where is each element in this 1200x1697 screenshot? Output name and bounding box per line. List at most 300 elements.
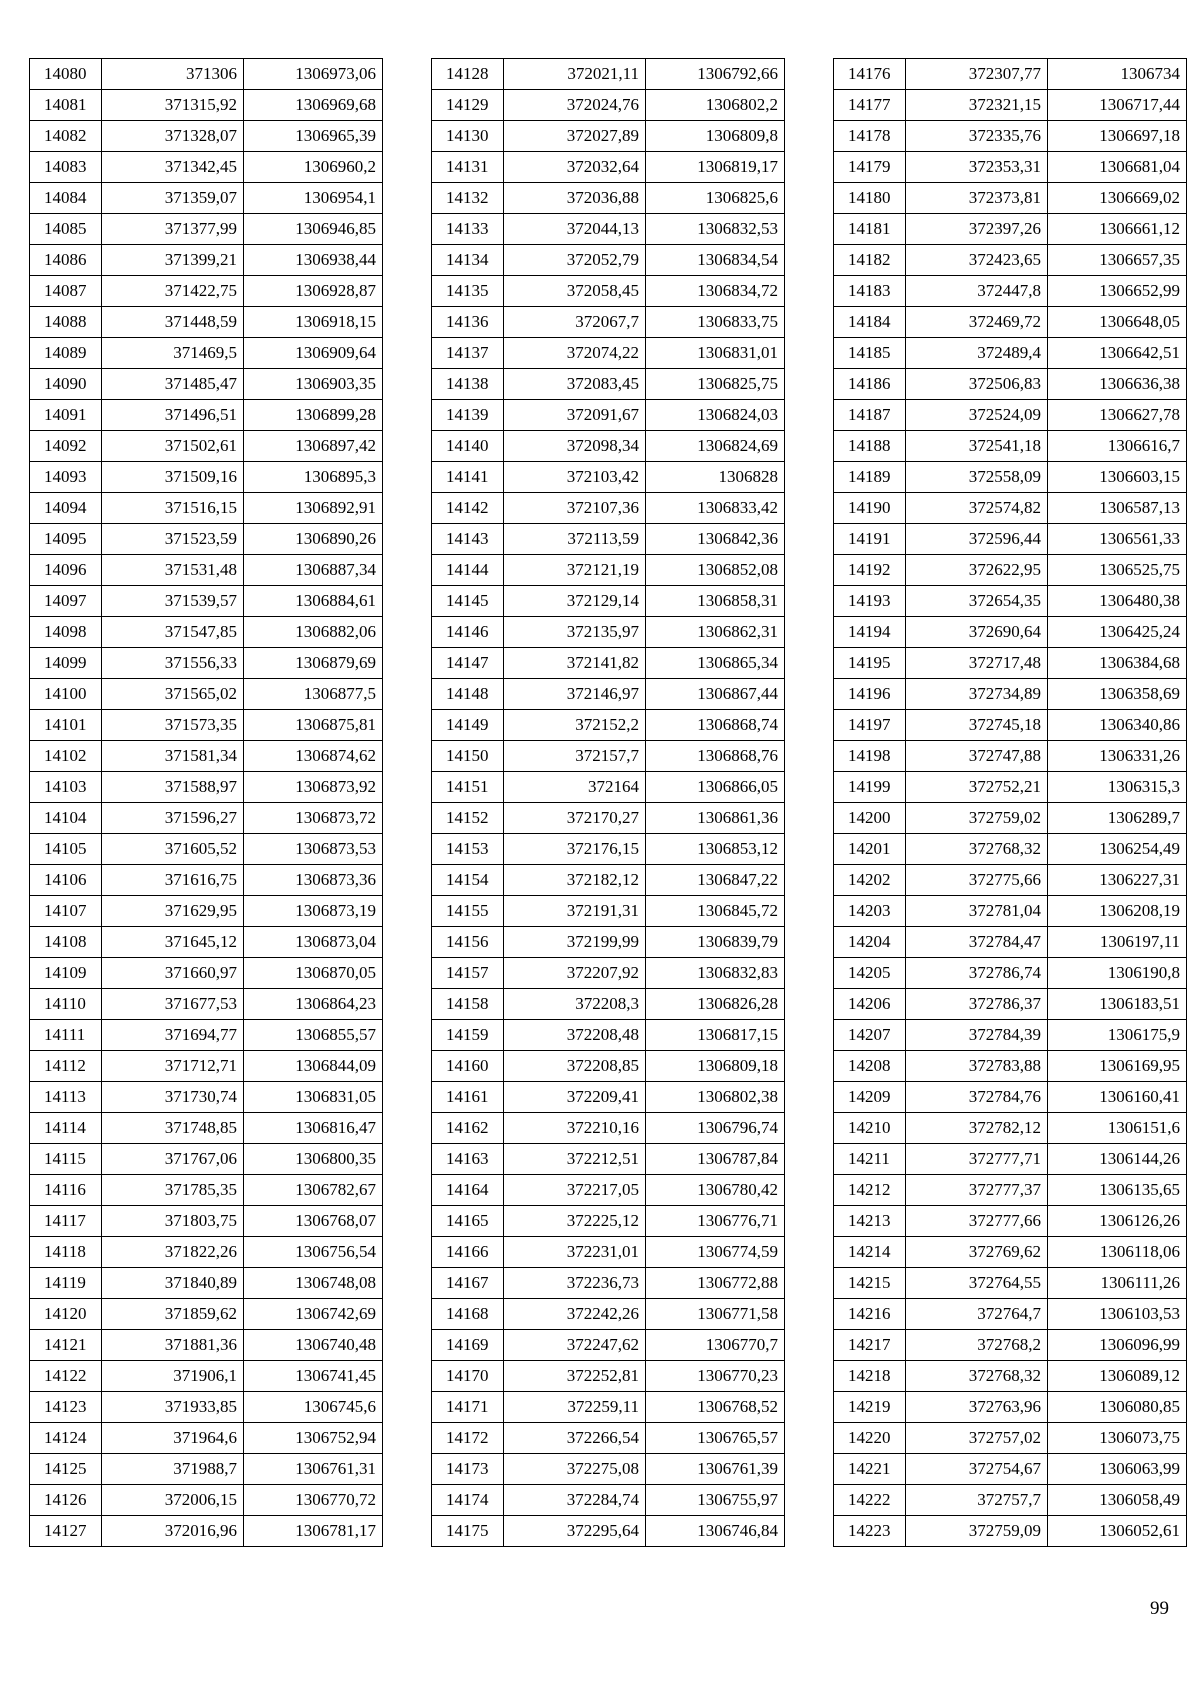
y-coordinate-cell: 1306965,39 <box>244 121 383 152</box>
point-number-cell: 14161 <box>432 1082 504 1113</box>
x-coordinate-cell: 372067,7 <box>504 307 646 338</box>
y-coordinate-cell: 1306770,72 <box>244 1485 383 1516</box>
table-row <box>834 1206 1187 1237</box>
point-number-cell: 14105 <box>30 834 102 865</box>
point-number-cell: 14207 <box>834 1020 906 1051</box>
table-row <box>432 710 785 741</box>
table-row <box>30 59 383 90</box>
point-number-cell: 14083 <box>30 152 102 183</box>
x-coordinate-cell: 371803,75 <box>102 1206 244 1237</box>
point-number-cell: 14118 <box>30 1237 102 1268</box>
y-coordinate-cell: 1306652,99 <box>1048 276 1187 307</box>
x-coordinate-cell: 372036,88 <box>504 183 646 214</box>
table-row <box>834 1268 1187 1299</box>
x-coordinate-cell: 372121,19 <box>504 555 646 586</box>
coordinate-table-1 <box>29 58 383 1547</box>
point-number-cell: 14184 <box>834 307 906 338</box>
x-coordinate-cell: 371359,07 <box>102 183 244 214</box>
table-row <box>30 1082 383 1113</box>
x-coordinate-cell: 372469,72 <box>906 307 1048 338</box>
x-coordinate-cell: 372541,18 <box>906 431 1048 462</box>
point-number-cell: 14216 <box>834 1299 906 1330</box>
x-coordinate-cell: 372107,36 <box>504 493 646 524</box>
y-coordinate-cell: 1306746,84 <box>646 1516 785 1547</box>
y-coordinate-cell: 1306960,2 <box>244 152 383 183</box>
y-coordinate-cell: 1306802,38 <box>646 1082 785 1113</box>
table-row <box>834 90 1187 121</box>
y-coordinate-cell: 1306771,58 <box>646 1299 785 1330</box>
point-number-cell: 14192 <box>834 555 906 586</box>
y-coordinate-cell: 1306834,72 <box>646 276 785 307</box>
y-coordinate-cell: 1306826,28 <box>646 989 785 1020</box>
table-row <box>30 1330 383 1361</box>
point-number-cell: 14194 <box>834 617 906 648</box>
x-coordinate-cell: 372506,83 <box>906 369 1048 400</box>
table-row <box>30 1268 383 1299</box>
y-coordinate-cell: 1306135,65 <box>1048 1175 1187 1206</box>
table-row <box>30 710 383 741</box>
y-coordinate-cell: 1306118,06 <box>1048 1237 1187 1268</box>
x-coordinate-cell: 372207,92 <box>504 958 646 989</box>
table-row <box>834 121 1187 152</box>
x-coordinate-cell: 372734,89 <box>906 679 1048 710</box>
point-number-cell: 14163 <box>432 1144 504 1175</box>
x-coordinate-cell: 372146,97 <box>504 679 646 710</box>
table-row <box>834 338 1187 369</box>
x-coordinate-cell: 372423,65 <box>906 245 1048 276</box>
point-number-cell: 14165 <box>432 1206 504 1237</box>
table-row <box>432 493 785 524</box>
table-row <box>432 1361 785 1392</box>
x-coordinate-cell: 371785,35 <box>102 1175 244 1206</box>
x-coordinate-cell: 372052,79 <box>504 245 646 276</box>
x-coordinate-cell: 372786,37 <box>906 989 1048 1020</box>
y-coordinate-cell: 1306873,36 <box>244 865 383 896</box>
x-coordinate-cell: 372170,27 <box>504 803 646 834</box>
y-coordinate-cell: 1306642,51 <box>1048 338 1187 369</box>
y-coordinate-cell: 1306774,59 <box>646 1237 785 1268</box>
y-coordinate-cell: 1306796,74 <box>646 1113 785 1144</box>
table-row <box>30 555 383 586</box>
table-row <box>432 152 785 183</box>
x-coordinate-cell: 372129,14 <box>504 586 646 617</box>
y-coordinate-cell: 1306833,42 <box>646 493 785 524</box>
point-number-cell: 14189 <box>834 462 906 493</box>
point-number-cell: 14190 <box>834 493 906 524</box>
point-number-cell: 14089 <box>30 338 102 369</box>
y-coordinate-cell: 1306787,84 <box>646 1144 785 1175</box>
point-number-cell: 14170 <box>432 1361 504 1392</box>
y-coordinate-cell: 1306384,68 <box>1048 648 1187 679</box>
y-coordinate-cell: 1306873,19 <box>244 896 383 927</box>
point-number-cell: 14199 <box>834 772 906 803</box>
point-number-cell: 14092 <box>30 431 102 462</box>
table-row <box>432 1268 785 1299</box>
point-number-cell: 14116 <box>30 1175 102 1206</box>
x-coordinate-cell: 372182,12 <box>504 865 646 896</box>
x-coordinate-cell: 372242,26 <box>504 1299 646 1330</box>
x-coordinate-cell: 371502,61 <box>102 431 244 462</box>
x-coordinate-cell: 372083,45 <box>504 369 646 400</box>
point-number-cell: 14179 <box>834 152 906 183</box>
x-coordinate-cell: 371565,02 <box>102 679 244 710</box>
y-coordinate-cell: 1306063,99 <box>1048 1454 1187 1485</box>
table-row <box>30 896 383 927</box>
point-number-cell: 14167 <box>432 1268 504 1299</box>
table-row <box>432 989 785 1020</box>
y-coordinate-cell: 1306160,41 <box>1048 1082 1187 1113</box>
y-coordinate-cell: 1306873,04 <box>244 927 383 958</box>
point-number-cell: 14122 <box>30 1361 102 1392</box>
table-row <box>834 1113 1187 1144</box>
point-number-cell: 14142 <box>432 493 504 524</box>
table-row <box>834 431 1187 462</box>
x-coordinate-cell: 372191,31 <box>504 896 646 927</box>
y-coordinate-cell: 1306144,26 <box>1048 1144 1187 1175</box>
x-coordinate-cell: 372754,67 <box>906 1454 1048 1485</box>
x-coordinate-cell: 372021,11 <box>504 59 646 90</box>
y-coordinate-cell: 1306874,62 <box>244 741 383 772</box>
table-row <box>834 276 1187 307</box>
table-row <box>30 1051 383 1082</box>
x-coordinate-cell: 372768,2 <box>906 1330 1048 1361</box>
table-row <box>30 1454 383 1485</box>
point-number-cell: 14139 <box>432 400 504 431</box>
table-row <box>834 865 1187 896</box>
table-row <box>30 493 383 524</box>
y-coordinate-cell: 1306480,38 <box>1048 586 1187 617</box>
y-coordinate-cell: 1306828 <box>646 462 785 493</box>
x-coordinate-cell: 371422,75 <box>102 276 244 307</box>
y-coordinate-cell: 1306855,57 <box>244 1020 383 1051</box>
y-coordinate-cell: 1306058,49 <box>1048 1485 1187 1516</box>
table-row <box>432 741 785 772</box>
point-number-cell: 14144 <box>432 555 504 586</box>
point-number-cell: 14101 <box>30 710 102 741</box>
point-number-cell: 14145 <box>432 586 504 617</box>
table-row <box>30 648 383 679</box>
y-coordinate-cell: 1306080,85 <box>1048 1392 1187 1423</box>
point-number-cell: 14155 <box>432 896 504 927</box>
table-row <box>30 183 383 214</box>
y-coordinate-cell: 1306755,97 <box>646 1485 785 1516</box>
table-row <box>834 896 1187 927</box>
y-coordinate-cell: 1306315,3 <box>1048 772 1187 803</box>
point-number-cell: 14182 <box>834 245 906 276</box>
x-coordinate-cell: 372622,95 <box>906 555 1048 586</box>
y-coordinate-cell: 1306969,68 <box>244 90 383 121</box>
y-coordinate-cell: 1306973,06 <box>244 59 383 90</box>
y-coordinate-cell: 1306183,51 <box>1048 989 1187 1020</box>
x-coordinate-cell: 371660,97 <box>102 958 244 989</box>
y-coordinate-cell: 1306052,61 <box>1048 1516 1187 1547</box>
x-coordinate-cell: 371581,34 <box>102 741 244 772</box>
x-coordinate-cell: 371645,12 <box>102 927 244 958</box>
y-coordinate-cell: 1306768,52 <box>646 1392 785 1423</box>
table-row <box>30 958 383 989</box>
x-coordinate-cell: 372295,64 <box>504 1516 646 1547</box>
x-coordinate-cell: 372764,55 <box>906 1268 1048 1299</box>
table-row <box>432 1206 785 1237</box>
point-number-cell: 14210 <box>834 1113 906 1144</box>
table-row <box>30 245 383 276</box>
x-coordinate-cell: 371677,53 <box>102 989 244 1020</box>
y-coordinate-cell: 1306862,31 <box>646 617 785 648</box>
x-coordinate-cell: 371881,36 <box>102 1330 244 1361</box>
x-coordinate-cell: 371748,85 <box>102 1113 244 1144</box>
table-row <box>432 1144 785 1175</box>
point-number-cell: 14197 <box>834 710 906 741</box>
point-number-cell: 14108 <box>30 927 102 958</box>
table-row <box>432 679 785 710</box>
x-coordinate-cell: 372335,76 <box>906 121 1048 152</box>
table-row <box>30 1423 383 1454</box>
x-coordinate-cell: 371859,62 <box>102 1299 244 1330</box>
y-coordinate-cell: 1306868,74 <box>646 710 785 741</box>
point-number-cell: 14219 <box>834 1392 906 1423</box>
y-coordinate-cell: 1306770,7 <box>646 1330 785 1361</box>
y-coordinate-cell: 1306882,06 <box>244 617 383 648</box>
x-coordinate-cell: 372252,81 <box>504 1361 646 1392</box>
point-number-cell: 14150 <box>432 741 504 772</box>
x-coordinate-cell: 372266,54 <box>504 1423 646 1454</box>
point-number-cell: 14181 <box>834 214 906 245</box>
y-coordinate-cell: 1306197,11 <box>1048 927 1187 958</box>
y-coordinate-cell: 1306669,02 <box>1048 183 1187 214</box>
y-coordinate-cell: 1306852,08 <box>646 555 785 586</box>
x-coordinate-cell: 372176,15 <box>504 834 646 865</box>
point-number-cell: 14121 <box>30 1330 102 1361</box>
point-number-cell: 14132 <box>432 183 504 214</box>
y-coordinate-cell: 1306839,79 <box>646 927 785 958</box>
x-coordinate-cell: 372447,8 <box>906 276 1048 307</box>
y-coordinate-cell: 1306816,47 <box>244 1113 383 1144</box>
table-row <box>432 183 785 214</box>
y-coordinate-cell: 1306792,66 <box>646 59 785 90</box>
x-coordinate-cell: 372225,12 <box>504 1206 646 1237</box>
x-coordinate-cell: 372397,26 <box>906 214 1048 245</box>
y-coordinate-cell: 1306717,44 <box>1048 90 1187 121</box>
x-coordinate-cell: 372786,74 <box>906 958 1048 989</box>
x-coordinate-cell: 371573,35 <box>102 710 244 741</box>
point-number-cell: 14136 <box>432 307 504 338</box>
y-coordinate-cell: 1306809,18 <box>646 1051 785 1082</box>
table-row <box>432 1330 785 1361</box>
point-number-cell: 14115 <box>30 1144 102 1175</box>
table-row <box>432 1423 785 1454</box>
x-coordinate-cell: 372024,76 <box>504 90 646 121</box>
y-coordinate-cell: 1306865,34 <box>646 648 785 679</box>
x-coordinate-cell: 371509,16 <box>102 462 244 493</box>
x-coordinate-cell: 371822,26 <box>102 1237 244 1268</box>
point-number-cell: 14178 <box>834 121 906 152</box>
y-coordinate-cell: 1306151,6 <box>1048 1113 1187 1144</box>
table-row <box>30 989 383 1020</box>
y-coordinate-cell: 1306648,05 <box>1048 307 1187 338</box>
point-number-cell: 14175 <box>432 1516 504 1547</box>
x-coordinate-cell: 371988,7 <box>102 1454 244 1485</box>
x-coordinate-cell: 372199,99 <box>504 927 646 958</box>
table-row <box>30 1485 383 1516</box>
y-coordinate-cell: 1306289,7 <box>1048 803 1187 834</box>
table-row <box>30 1516 383 1547</box>
x-coordinate-cell: 372747,88 <box>906 741 1048 772</box>
table-row <box>432 927 785 958</box>
x-coordinate-cell: 372757,02 <box>906 1423 1048 1454</box>
x-coordinate-cell: 372768,32 <box>906 834 1048 865</box>
table-row <box>834 586 1187 617</box>
x-coordinate-cell: 372259,11 <box>504 1392 646 1423</box>
point-number-cell: 14104 <box>30 803 102 834</box>
point-number-cell: 14109 <box>30 958 102 989</box>
y-coordinate-cell: 1306661,12 <box>1048 214 1187 245</box>
table-row <box>834 834 1187 865</box>
point-number-cell: 14097 <box>30 586 102 617</box>
x-coordinate-cell: 371315,92 <box>102 90 244 121</box>
y-coordinate-cell: 1306892,91 <box>244 493 383 524</box>
table-row <box>30 1299 383 1330</box>
table-row <box>432 586 785 617</box>
x-coordinate-cell: 372558,09 <box>906 462 1048 493</box>
table-row <box>834 59 1187 90</box>
x-coordinate-cell: 371523,59 <box>102 524 244 555</box>
point-number-cell: 14173 <box>432 1454 504 1485</box>
table-row <box>834 214 1187 245</box>
table-row <box>834 307 1187 338</box>
y-coordinate-cell: 1306895,3 <box>244 462 383 493</box>
y-coordinate-cell: 1306831,05 <box>244 1082 383 1113</box>
point-number-cell: 14149 <box>432 710 504 741</box>
table-row <box>432 958 785 989</box>
point-number-cell: 14176 <box>834 59 906 90</box>
y-coordinate-cell: 1306832,83 <box>646 958 785 989</box>
y-coordinate-cell: 1306884,61 <box>244 586 383 617</box>
table-row <box>834 803 1187 834</box>
x-coordinate-cell: 371933,85 <box>102 1392 244 1423</box>
y-coordinate-cell: 1306745,6 <box>244 1392 383 1423</box>
point-number-cell: 14125 <box>30 1454 102 1485</box>
x-coordinate-cell: 372212,51 <box>504 1144 646 1175</box>
y-coordinate-cell: 1306331,26 <box>1048 741 1187 772</box>
table-row <box>432 245 785 276</box>
x-coordinate-cell: 372769,62 <box>906 1237 1048 1268</box>
table-row <box>30 1361 383 1392</box>
x-coordinate-cell: 371588,97 <box>102 772 244 803</box>
table-row <box>432 1051 785 1082</box>
table-row <box>432 524 785 555</box>
table-row <box>432 1175 785 1206</box>
table-row <box>834 1175 1187 1206</box>
x-coordinate-cell: 372784,47 <box>906 927 1048 958</box>
y-coordinate-cell: 1306824,03 <box>646 400 785 431</box>
table-row <box>834 462 1187 493</box>
x-coordinate-cell: 372208,48 <box>504 1020 646 1051</box>
y-coordinate-cell: 1306169,95 <box>1048 1051 1187 1082</box>
x-coordinate-cell: 372654,35 <box>906 586 1048 617</box>
x-coordinate-cell: 371964,6 <box>102 1423 244 1454</box>
x-coordinate-cell: 371531,48 <box>102 555 244 586</box>
y-coordinate-cell: 1306752,94 <box>244 1423 383 1454</box>
table-row <box>30 586 383 617</box>
y-coordinate-cell: 1306868,76 <box>646 741 785 772</box>
table-row <box>30 338 383 369</box>
point-number-cell: 14110 <box>30 989 102 1020</box>
x-coordinate-cell: 372307,77 <box>906 59 1048 90</box>
table-row <box>30 90 383 121</box>
x-coordinate-cell: 372113,59 <box>504 524 646 555</box>
table-row <box>30 369 383 400</box>
y-coordinate-cell: 1306877,5 <box>244 679 383 710</box>
point-number-cell: 14088 <box>30 307 102 338</box>
table-row <box>432 400 785 431</box>
point-number-cell: 14203 <box>834 896 906 927</box>
point-number-cell: 14162 <box>432 1113 504 1144</box>
table-row <box>834 927 1187 958</box>
point-number-cell: 14159 <box>432 1020 504 1051</box>
x-coordinate-cell: 372098,34 <box>504 431 646 462</box>
point-number-cell: 14148 <box>432 679 504 710</box>
x-coordinate-cell: 372321,15 <box>906 90 1048 121</box>
x-coordinate-cell: 372690,64 <box>906 617 1048 648</box>
table-row <box>834 772 1187 803</box>
y-coordinate-cell: 1306741,45 <box>244 1361 383 1392</box>
x-coordinate-cell: 372275,08 <box>504 1454 646 1485</box>
table-row <box>432 865 785 896</box>
x-coordinate-cell: 371730,74 <box>102 1082 244 1113</box>
table-row <box>30 1144 383 1175</box>
table-row <box>30 462 383 493</box>
point-number-cell: 14131 <box>432 152 504 183</box>
point-number-cell: 14185 <box>834 338 906 369</box>
table-row <box>432 338 785 369</box>
y-coordinate-cell: 1306756,54 <box>244 1237 383 1268</box>
table-row <box>834 989 1187 1020</box>
y-coordinate-cell: 1306358,69 <box>1048 679 1187 710</box>
y-coordinate-cell: 1306954,1 <box>244 183 383 214</box>
x-coordinate-cell: 372006,15 <box>102 1485 244 1516</box>
x-coordinate-cell: 372208,3 <box>504 989 646 1020</box>
x-coordinate-cell: 372768,32 <box>906 1361 1048 1392</box>
table-row <box>30 214 383 245</box>
point-number-cell: 14127 <box>30 1516 102 1547</box>
x-coordinate-cell: 372236,73 <box>504 1268 646 1299</box>
point-number-cell: 14205 <box>834 958 906 989</box>
point-number-cell: 14141 <box>432 462 504 493</box>
point-number-cell: 14111 <box>30 1020 102 1051</box>
x-coordinate-cell: 371516,15 <box>102 493 244 524</box>
table-row <box>834 648 1187 679</box>
table-row <box>834 1144 1187 1175</box>
table-row <box>834 1361 1187 1392</box>
point-number-cell: 14147 <box>432 648 504 679</box>
point-number-cell: 14222 <box>834 1485 906 1516</box>
table-row <box>30 617 383 648</box>
table-row <box>30 121 383 152</box>
x-coordinate-cell: 371496,51 <box>102 400 244 431</box>
y-coordinate-cell: 1306946,85 <box>244 214 383 245</box>
point-number-cell: 14188 <box>834 431 906 462</box>
x-coordinate-cell: 372524,09 <box>906 400 1048 431</box>
table-row <box>30 1020 383 1051</box>
point-number-cell: 14096 <box>30 555 102 586</box>
table-row <box>432 431 785 462</box>
point-number-cell: 14099 <box>30 648 102 679</box>
x-coordinate-cell: 371906,1 <box>102 1361 244 1392</box>
table-row <box>30 1206 383 1237</box>
table-row <box>432 1237 785 1268</box>
table-row <box>834 369 1187 400</box>
table-row <box>432 896 785 927</box>
